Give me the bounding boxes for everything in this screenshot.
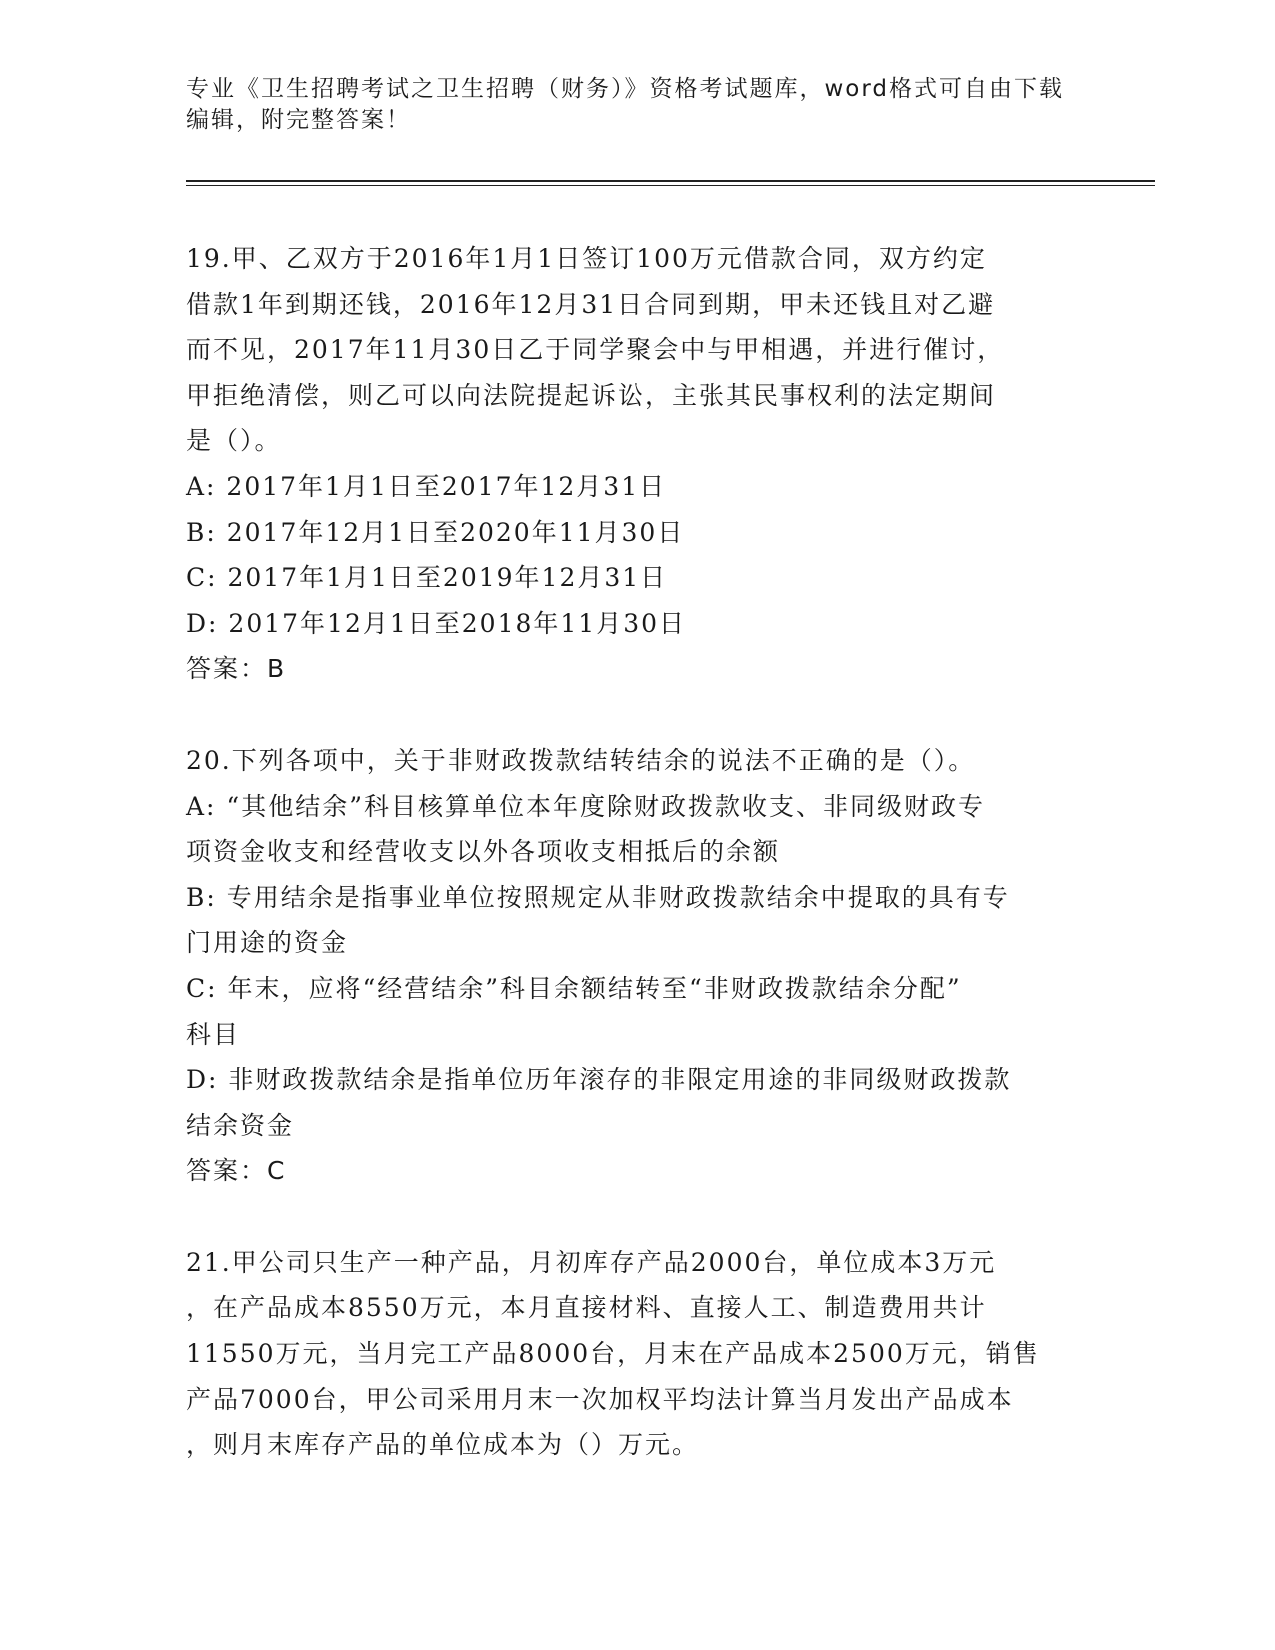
header-divider-thin [186, 185, 1155, 186]
question-stem-line: 是（）。 [186, 426, 282, 456]
question-spacer [186, 692, 1076, 738]
option-d-continued: 结余资金 [186, 1110, 295, 1140]
question-stem-line: 而不见，2017年11月30日乙于同学聚会中与甲相遇，并进行催讨， [186, 335, 1005, 365]
question-stem-line: 19.甲、乙双方于2016年1月1日签订100万元借款合同，双方约定 [186, 244, 987, 273]
answer-label: 答案：B [186, 654, 287, 684]
question-19 [186, 236, 1076, 692]
question-stem-line: ，则月末库存产品的单位成本为（）万元。 [186, 1430, 700, 1460]
option-a-continued: 项资金收支和经营收支以外各项收支相抵后的余额 [186, 837, 781, 867]
question-spacer [186, 1194, 1076, 1240]
option-b-continued: 门用途的资金 [186, 928, 349, 958]
question-stem-line: 21.甲公司只生产一种产品，月初库存产品2000台，单位成本3万元 [186, 1247, 997, 1277]
question-stem-line: ，在产品成本8550万元，本月直接材料、直接人工、制造费用共计 [186, 1293, 987, 1323]
question-stem-line: 产品7000台，甲公司采用月末一次加权平均法计算当月发出产品成本 [186, 1384, 1014, 1414]
option-a: A: “其他结余”科目核算单位本年度除财政拨款收支、非同级财政专 [186, 791, 985, 821]
header-line-1: 专业《卫生招聘考试之卫生招聘（财务）》资格考试题库，word格式可自由下载 [186, 76, 1065, 102]
question-list [186, 236, 1076, 1468]
option-c: C: 2017年1月1日至2019年12月31日 [186, 563, 668, 593]
option-c: C: 年末，应将“经营结余”科目余额结转至“非财政拨款结余分配” [186, 973, 962, 1003]
question-21 [186, 1240, 1076, 1468]
option-d: D: 2017年12月1日至2018年11月30日 [186, 608, 687, 638]
document-header [186, 74, 1066, 136]
option-b: B: 专用结余是指事业单位按照规定从非财政拨款结余中提取的具有专 [186, 882, 1010, 912]
question-stem-line: 11550万元，当月完工产品8000台，月末在产品成本2500万元，销售 [186, 1339, 1040, 1369]
answer-label: 答案：C [186, 1156, 287, 1186]
option-d: D: 非财政拨款结余是指单位历年滚存的非限定用途的非同级财政拨款 [186, 1065, 1012, 1095]
option-a: A: 2017年1月1日至2017年12月31日 [186, 471, 667, 501]
question-stem-line: 甲拒绝清偿，则乙可以向法院提起诉讼，主张其民事权利的法定期间 [186, 380, 997, 410]
question-stem-line: 借款1年到期还钱，2016年12月31日合同到期，甲未还钱且对乙避 [186, 289, 996, 319]
option-b: B: 2017年12月1日至2020年11月30日 [186, 517, 685, 547]
header-line-2: 编辑，附完整答案！ [186, 107, 411, 133]
question-20 [186, 738, 1076, 1194]
header-divider-thick [186, 180, 1155, 182]
question-stem-line: 20.下列各项中，关于非财政拨款结转结余的说法不正确的是（）。 [186, 745, 976, 775]
option-c-continued: 科目 [186, 1019, 241, 1049]
